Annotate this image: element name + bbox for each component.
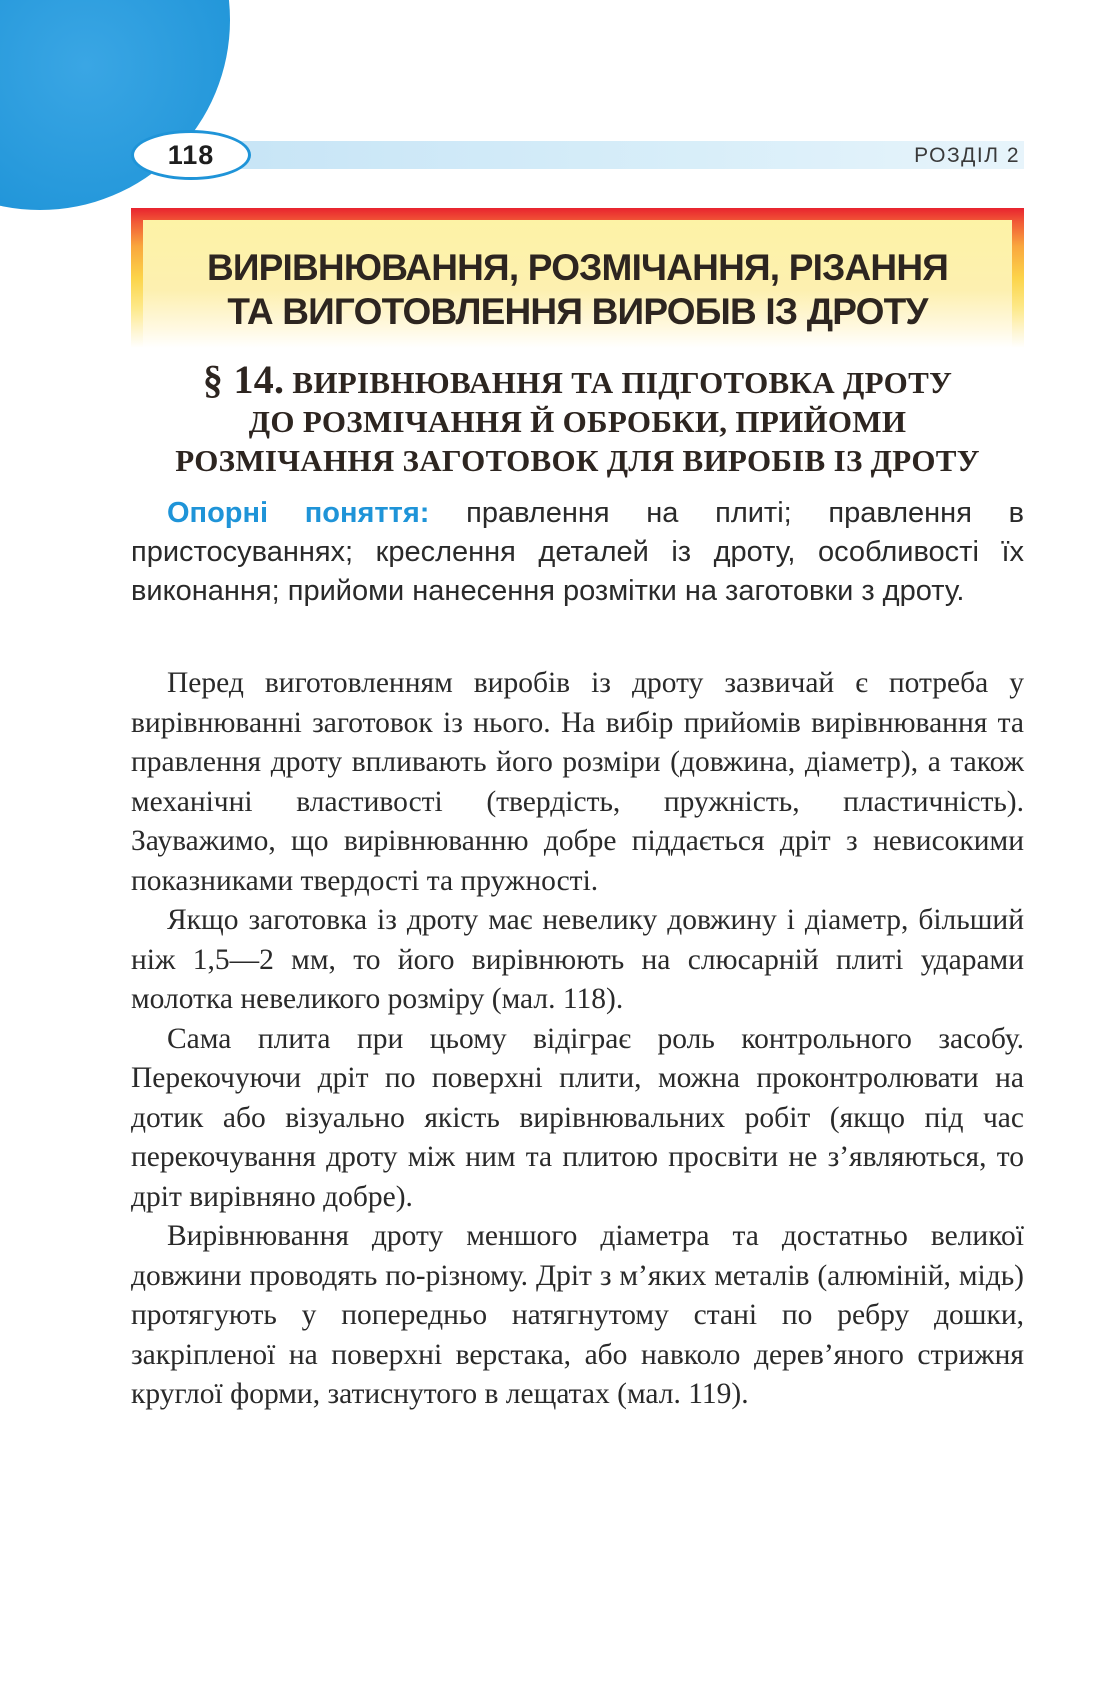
chapter-title [131,246,1024,334]
paragraph-heading-line-1-text: ВИРІВНЮВАННЯ ТА ПІДГОТОВКА ДРОТУ [292,365,953,400]
paragraph-heading-line-2: ДО РОЗМІЧАННЯ Й ОБРОБКИ, ПРИЙОМИ [248,404,907,439]
body-paragraph-1: Перед виготовленням виробів із дроту зазвичай є потреба у вирівнюванні заготовок із нього. На вибір прийомів вирівнювання та правлення дроту впливають його розміри (довжина, діаметр), а також механічні властивості (твердість, пружність, пластичність). Зауважимо, що вирівнюванню добре піддається дріт з невисокими показниками твердості та пружності. [131,667,1024,897]
chapter-title-line-2: ТА ВИГОТОВЛЕННЯ ВИРОБІВ ІЗ ДРОТУ [227,291,928,332]
body-paragraph-3: Сама плита при цьому відіграє роль контрольного засобу. Перекочуючи дріт по поверхні плити, можна проконтролювати на дотик або візуально якість вирівнювальних робіт (якщо під час перекочування дроту між ним та плитою просвіти не з’являються, то дріт вирівняно добре). [131,1022,1024,1213]
chapter-banner [131,208,1024,348]
chapter-title-line-1: ВИРІВНЮВАННЯ, РОЗМІЧАННЯ, РІЗАННЯ [206,247,949,288]
paragraph-heading-line-1 [131,357,1024,402]
body-paragraph-2: Якщо заготовка із дроту має невелику довжину і діаметр, більший ніж 1,5—2 мм, то його вирівнюють на слюсарній плиті ударами молотка невеликого розміру (мал. 118). [131,904,1024,1015]
section-label: РОЗДІЛ 2 [914,144,1020,167]
header-bar [200,141,1024,169]
paragraph-heading [131,357,1024,480]
body-text [131,664,1024,1415]
body-paragraph-4: Вирівнювання дроту меншого діаметра та достатньо великої довжини проводять по-різному. Дріт з м’яких металів (алюміній, мідь) протягують у попередньо натягнутому стані по ребру дошки, закріпленої на поверхні верстака, або навколо дерев’яного стрижня круглої форми, затиснутого в лещатах (мал. 119). [131,1220,1024,1410]
key-concepts-text: правлення на плиті; правлення в пристосуваннях; креслення деталей із дроту, особливості їх виконання; прийоми нанесення розмітки на заготовки з дроту. [131,497,1024,607]
page-number: 118 [131,130,251,180]
key-concepts [131,494,1024,611]
key-concepts-label: Опорні поняття: [167,497,430,529]
paragraph-number: § 14. [202,357,285,402]
paragraph-heading-line-3: РОЗМІЧАННЯ ЗАГОТОВОК ДЛЯ ВИРОБІВ ІЗ ДРОТУ [175,443,980,478]
